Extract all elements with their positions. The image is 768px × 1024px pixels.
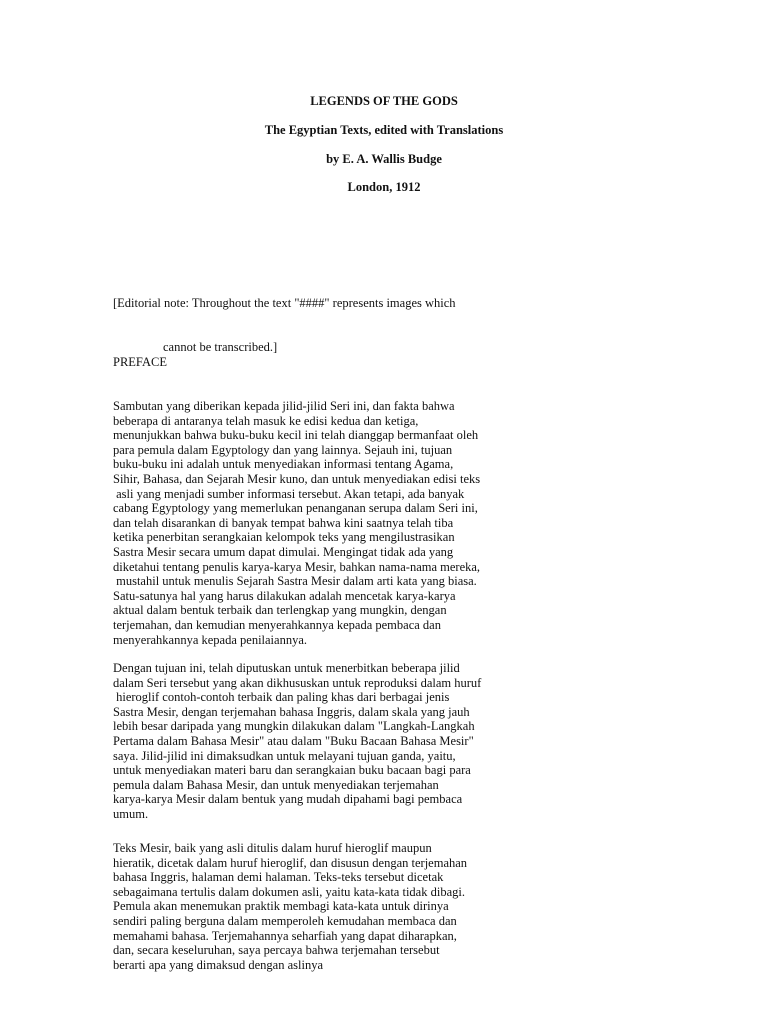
paragraph-line: Sastra Mesir, dengan terjemahan bahasa Inggris, dalam skala yang jauh — [113, 704, 470, 719]
paragraph-line: buku-buku ini adalah untuk menyediakan informasi tentang Agama, — [113, 457, 454, 472]
paragraph-line: menyerahkannya kepada penilaiannya. — [113, 632, 308, 647]
paragraph-line: pemula dalam Bahasa Mesir, dan untuk menyediakan terjemahan — [113, 777, 439, 792]
paragraph-line: sendiri paling berguna dalam memperoleh kemudahan membaca dan — [113, 913, 457, 928]
document-place-date: London, 1912 — [347, 180, 421, 194]
document-subtitle: The Egyptian Texts, edited with Translations — [264, 123, 504, 137]
editorial-note-line: cannot be transcribed.] — [113, 339, 278, 354]
paragraph-line: sebagaimana tertulis dalam dokumen asli, yaitu kata-kata tidak dibagi. — [113, 884, 465, 899]
paragraph-3 — [113, 841, 513, 972]
paragraph-line: Pertama dalam Bahasa Mesir" atau dalam "Buku Bacaan Bahasa Mesir" — [113, 733, 474, 748]
paragraph-line: Pemula akan menemukan praktik membagi kata-kata untuk dirinya — [113, 899, 449, 914]
paragraph-line: umum. — [113, 806, 149, 821]
document-author: by E. A. Wallis Budge — [326, 152, 442, 166]
paragraph-line: mustahil untuk menulis Sejarah Sastra Mesir dalam arti kata yang biasa. — [113, 574, 477, 589]
paragraph-line: untuk menyediakan materi baru dan serangkaian buku bacaan bagi para — [113, 763, 471, 778]
paragraph-line: bahasa Inggris, halaman demi halaman. Teks-teks tersebut dicetak — [113, 870, 444, 885]
editorial-note-line: [Editorial note: Throughout the text "####" represents images which — [113, 296, 456, 311]
paragraph-line: memahami bahasa. Terjemahannya seharfiah yang dapat diharapkan, — [113, 928, 457, 943]
paragraph-line: hieroglif contoh-contoh terbaik dan paling khas dari berbagai jenis — [113, 690, 450, 705]
paragraph-line: lebih besar daripada yang mungkin dilakukan dalam "Langkah-Langkah — [113, 719, 475, 734]
paragraph-line: saya. Jilid-jilid ini dimaksudkan untuk melayani tujuan ganda, yaitu, — [113, 748, 456, 763]
paragraph-1 — [113, 399, 513, 647]
preface-heading: PREFACE — [113, 355, 167, 369]
paragraph-line: Dengan tujuan ini, telah diputuskan untuk menerbitkan beberapa jilid — [113, 661, 460, 675]
paragraph-line: dan, secara keseluruhan, saya percaya bahwa terjemahan tersebut — [113, 943, 440, 958]
paragraph-2 — [113, 661, 513, 822]
paragraph-line: berarti apa yang dimaksud dengan aslinya — [113, 957, 323, 972]
paragraph-line: cabang Egyptology yang memerlukan penanganan serupa dalam Seri ini, — [113, 501, 478, 516]
paragraph-line: diketahui tentang penulis karya-karya Mesir, bahkan nama-nama mereka, — [113, 559, 481, 574]
paragraph-line: dan telah disarankan di banyak tempat bahwa kini saatnya telah tiba — [113, 515, 454, 530]
paragraph-line: Teks Mesir, baik yang asli ditulis dalam huruf hieroglif maupun — [113, 841, 432, 855]
paragraph-line: hieratik, dicetak dalam huruf hieroglif, dan disusun dengan terjemahan — [113, 855, 468, 870]
paragraph-line: karya-karya Mesir dalam bentuk yang mudah dipahami bagi pembaca — [113, 792, 463, 807]
paragraph-line: beberapa di antaranya telah masuk ke edisi kedua dan ketiga, — [113, 413, 419, 428]
paragraph-line: Sambutan yang diberikan kepada jilid-jilid Seri ini, dan fakta bahwa — [113, 399, 455, 413]
document-title: LEGENDS OF THE GODS — [310, 94, 458, 108]
paragraph-line: menunjukkan bahwa buku-buku kecil ini telah dianggap bermanfaat oleh — [113, 428, 479, 443]
paragraph-line: terjemahan, dan kemudian menyerahkannya kepada pembaca dan — [113, 617, 441, 632]
paragraph-line: dalam Seri tersebut yang akan dikhususkan untuk reproduksi dalam huruf — [113, 675, 482, 690]
paragraph-line: ketika penerbitan serangkaian kelompok teks yang mengilustrasikan — [113, 530, 455, 545]
paragraph-line: Sihir, Bahasa, dan Sejarah Mesir kuno, dan untuk menyediakan edisi teks — [113, 471, 481, 486]
paragraph-line: Satu-satunya hal yang harus dilakukan adalah mencetak karya-karya — [113, 588, 456, 603]
paragraph-line: aktual dalam bentuk terbaik dan terlengkap yang mungkin, dengan — [113, 603, 447, 618]
paragraph-line: Sastra Mesir secara umum dapat dimulai. Mengingat tidak ada yang — [113, 544, 454, 559]
paragraph-line: asli yang menjadi sumber informasi tersebut. Akan tetapi, ada banyak — [113, 486, 465, 501]
paragraph-line: para pemula dalam Egyptology dan yang lainnya. Sejauh ini, tujuan — [113, 442, 453, 457]
